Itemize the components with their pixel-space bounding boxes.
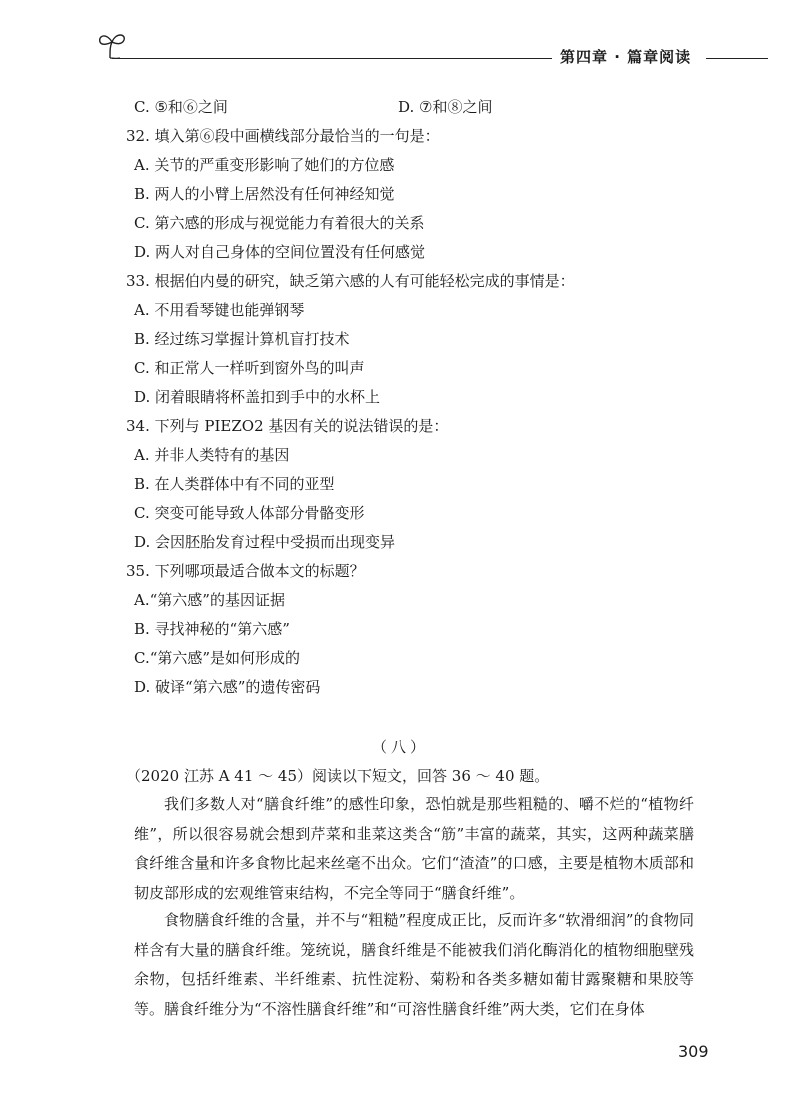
question-stem: 32. 填入第⑥段中画横线部分最恰当的一句是： [126, 127, 440, 145]
option: D. 闭着眼睛将杯盖扣到手中的水杯上 [134, 388, 381, 406]
option: A. 并非人类特有的基因 [134, 446, 290, 464]
q31-option-d: D. ⑦和⑧之间 [398, 98, 493, 116]
option: D. 两人对自己身体的空间位置没有任何感觉 [134, 243, 426, 261]
chapter-title: 第四章 · 篇章阅读 [560, 48, 692, 66]
option: B. 寻找神秘的“第六感” [134, 620, 290, 638]
option: A.“第六感”的基因证据 [134, 591, 285, 609]
sprout-icon [96, 30, 132, 60]
paragraph: 我们多数人对“膳食纤维”的感性印象，恐怕就是那些粗糙的、嚼不烂的“植物纤维”，所以很容易就会想到芹菜和韭菜这类含“筋”丰富的蔬菜，其实，这两种蔬菜膳食纤维含量和许多食物比起来丝毫不出众。它们“渣渣”的口感，主要是植物木质部和韧皮部形成的宏观维管束结构，不完全等同于“膳食纤维”。 [134, 795, 694, 902]
header-rule-left [112, 58, 552, 59]
option: A. 关节的严重变形影响了她们的方位感 [134, 156, 395, 174]
q31-option-c: C. ⑤和⑥之间 [134, 98, 228, 116]
question-stem: 35. 下列哪项最适合做本文的标题？ [126, 562, 365, 580]
option: C. 第六感的形成与视觉能力有着很大的关系 [134, 214, 425, 232]
option: B. 经过练习掌握计算机盲打技术 [134, 330, 350, 348]
option: A. 不用看琴键也能弹钢琴 [134, 301, 305, 319]
section-intro: （2020 江苏 A 41 ～ 45）阅读以下短文，回答 36 ～ 40 题。 [126, 767, 550, 785]
option: D. 破译“第六感”的遗传密码 [134, 678, 321, 696]
section-title: （八） [372, 738, 430, 756]
option: C. 和正常人一样听到窗外鸟的叫声 [134, 359, 365, 377]
question-stem: 33. 根据伯内曼的研究，缺乏第六感的人有可能轻松完成的事情是： [126, 272, 575, 290]
question-stem: 34. 下列与 PIEZO2 基因有关的说法错误的是： [126, 417, 449, 435]
option: D. 会因胚胎发育过程中受损而出现变异 [134, 533, 396, 551]
option: C.“第六感”是如何形成的 [134, 649, 301, 667]
page-number: 309 [678, 1042, 709, 1061]
paragraph: 食物膳食纤维的含量，并不与“粗糙”程度成正比，反而许多“软滑细润”的食物同样含有大量的膳食纤维。笼统说，膳食纤维是不能被我们消化酶消化的植物细胞壁残余物，包括纤维素、半纤维素、抗性淀粉、菊粉和各类多糖如葡甘露聚糖和果胶等等。膳食纤维分为“不溶性膳食纤维”和“可溶性膳食纤维”两大类，它们在身体 [134, 911, 694, 1018]
option: C. 突变可能导致人体部分骨骼变形 [134, 504, 365, 522]
header-rule-right [706, 58, 768, 59]
option: B. 两人的小臂上居然没有任何神经知觉 [134, 185, 395, 203]
option: B. 在人类群体中有不同的亚型 [134, 475, 335, 493]
